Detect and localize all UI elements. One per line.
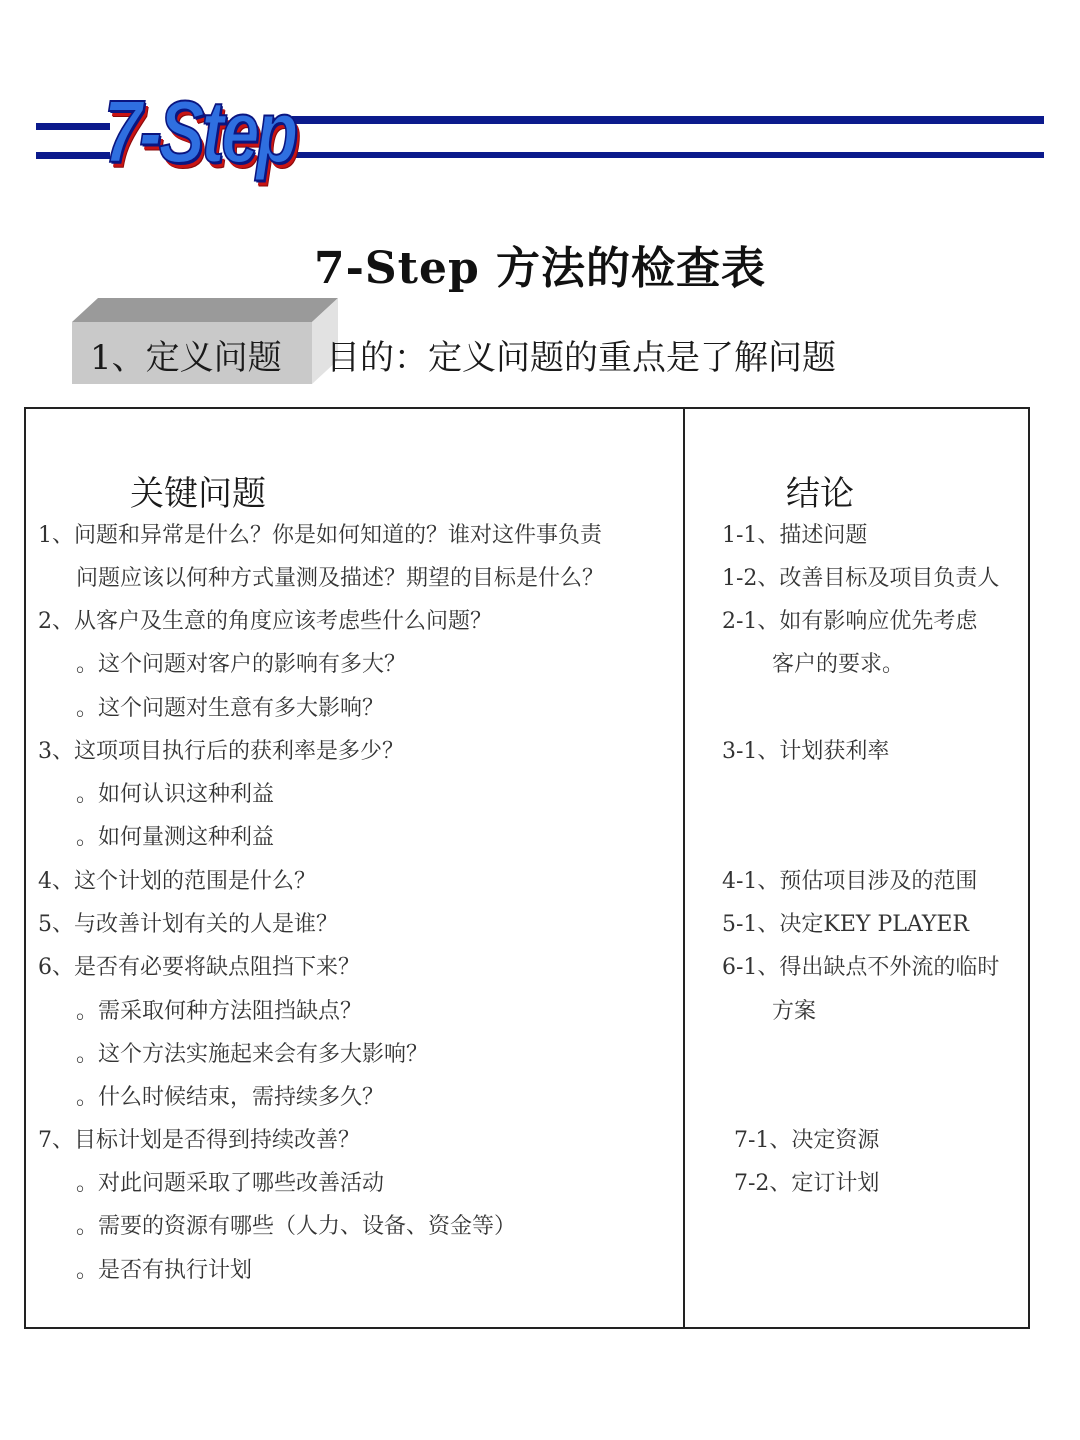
conclusion-row: 方案 [772,999,817,1024]
key-question-row: 。这个问题对客户的影响有多大？ [76,652,407,677]
key-question-row: 7、目标计划是否得到持续改善？ [38,1128,360,1153]
page-title: 7-Step 方法的检查表 [313,243,767,294]
banner-line-bottom-right [292,152,1044,158]
step-box-top-face [72,298,338,322]
step-purpose: 目的：定义问题的重点是了解问题 [326,338,836,378]
right-column-header: 结论 [786,474,854,514]
table-column-divider [683,407,685,1329]
conclusion-row: 2-1、如有影响应优先考虑 [722,609,978,634]
key-question-row: 。这个方法实施起来会有多大影响？ [76,1042,429,1067]
logo-7-step: 7-Step [104,82,296,181]
step-label: 1、定义问题 [90,338,282,378]
key-question-row: 1、问题和异常是什么？你是如何知道的？谁对这件事负责 [38,523,602,548]
conclusion-row: 7-2、定订计划 [734,1171,880,1196]
key-question-row: 。如何认识这种利益 [76,782,275,807]
key-question-row: 。对此问题采取了哪些改善活动 [76,1171,385,1196]
key-question-row: 。需采取何种方法阻挡缺点？ [76,999,363,1024]
conclusion-row: 客户的要求。 [772,652,905,677]
key-question-row: 。如何量测这种利益 [76,825,275,850]
conclusion-row: 1-1、描述问题 [722,523,868,548]
key-question-row: 。什么时候结束，需持续多久？ [76,1085,385,1110]
key-question-row: 6、是否有必要将缺点阻挡下来？ [38,955,360,980]
conclusion-row: 3-1、计划获利率 [722,739,890,764]
key-question-row: 。这个问题对生意有多大影响？ [76,696,385,721]
key-question-row: 4、这个计划的范围是什么？ [38,869,316,894]
key-question-row: 2、从客户及生意的角度应该考虑些什么问题？ [38,609,492,634]
conclusion-row: 5-1、决定KEY PLAYER [722,912,969,937]
conclusion-row: 4-1、预估项目涉及的范围 [722,869,978,894]
left-column-header: 关键问题 [130,474,266,514]
conclusion-row: 6-1、得出缺点不外流的临时 [722,955,1000,980]
banner-line-top-right [292,116,1044,124]
key-question-row: 3、这项项目执行后的获利率是多少？ [38,739,404,764]
key-question-row: 。是否有执行计划 [76,1258,253,1283]
conclusion-row: 7-1、决定资源 [734,1128,880,1153]
conclusion-row: 1-2、改善目标及项目负责人 [722,566,1000,591]
key-question-row: 。需要的资源有哪些（人力、设备、资金等） [76,1214,517,1239]
key-question-row: 5、与改善计划有关的人是谁？ [38,912,338,937]
banner-line-top-left [36,123,110,130]
banner-line-bottom-left [36,152,110,159]
key-question-row: 问题应该以何种方式量测及描述？期望的目标是什么？ [76,566,605,591]
